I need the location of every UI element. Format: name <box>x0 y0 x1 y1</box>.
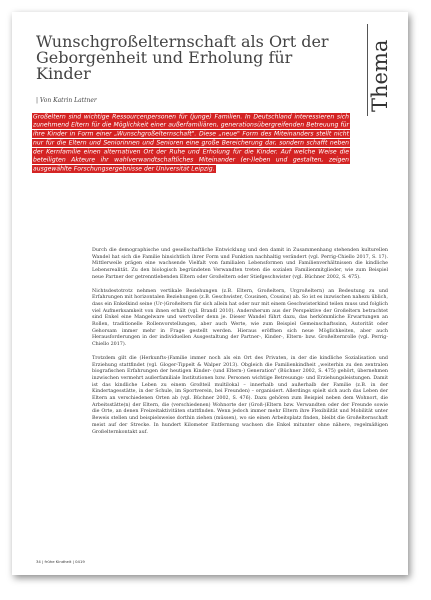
section-label <box>364 24 394 116</box>
article-lead <box>32 113 350 175</box>
article-title: Wunschgroßelternschaft als Ort der Geborgenheit und Erholung für Kinder <box>36 32 329 83</box>
body-paragraph-3: Trotzdem gilt die (Herkunfts-)Familie immer noch als ein Ort des Privaten, in der die kindliche Sozialisation und Erziehung stattfindet (vgl. Gloger-Tippelt & Walper 2013). Obgleich die Familienkindheit „weiterhin zu den zentralen biografischen Erfahrungen der heutigen Kinder- (und Eltern-) Generation" (Büchner 2002, S. 475) gehört, übernehmen inzwischen vermehrt außerfamiliale Institutionen bzw. Personen wichtige Betreuungs- und Erziehungsleistungen. Damit ist das kindliche Leben zu einem Großteil multilokal – innerhalb und außerhalb der Familie (z.B. in der Kindertagesstätte, in der Schule, im Sportverein, bei Freunden) – organisiert. Allerdings spielt sich auch das Leben der Eltern an verschiedenen Orten ab (vgl. Büchner 2002, S. 476). Dazu gehören zum Beispiel neben dem Wohnort, die Arbeitsstätte(n) der Eltern, die (verschiedenen) Wohnorte der (Groß-)Eltern bzw. Verwandten oder der Freunde sowie die Orte, an denen Freizeitaktivitäten stattfinden. Wenn jedoch immer mehr Eltern ihre Flexibilität und Mobilität unter Beweis stellen und beispielsweise dorthin ziehen (müssen), wo sie einen Arbeitsplatz finden, bleibt die Großelternschaft meist auf der Strecke. In hundert Kilometer Entfernung wachsen die Enkel mitunter ohne nähere, regelmäßigen Großelternkontakt auf. <box>92 355 388 435</box>
article-lead-text: Großeltern sind wichtige Ressourcenpersonen für (junge) Familien. In Deutschland interessieren sich zunehmend Eltern für die Möglichkeit einer außerfamiliären, generationsübergreifenden Betreuung für ihre Kinder in Form einer „Wunschgroßelternschaft". Diese „neue" Form des Miteinanders stellt nicht nur für die Eltern und Seniorinnen und Senioren eine große Bereicherung dar, sondern schafft neben der Kernfamilie einen alternativen Ort der Ruhe und Erholung für die Kinder. Auf welche Weise die beteiligten Akteure ihr wahlverwandtschaftliches Miteinander (er-)leben und gestalten, zeigen ausgewählte Forschungsergebnisse der Universität Leipzig. <box>33 113 349 173</box>
article-body <box>92 248 388 443</box>
body-paragraph-1: Durch die demographische und gesellschaftliche Entwicklung und den damit in Zusammenhang stehenden kulturellen Wandel hat sich die Familie hinsichtlich ihrer Form und Funktion nachhaltig verändert (vgl. Perrig-Chiello 2017, S. 17). Mittlerweile prägen eine wachsende Vielfalt von familialen Lebensformen und Familienverhältnissen die kindliche Lebensrealität. Zu den biologisch begründeten Verwandten treten die sozialen Familienmitglieder, wie zum Beispiel neue Partner der getrenntlebenden Eltern oder Großeltern oder Stiefgeschwister (vgl. Büchner 2002, S. 475). <box>92 248 388 280</box>
page-footer: 34 | frühe Kindheit | 0419 <box>36 559 85 564</box>
article-author: | Von Katrin Lattner <box>36 97 97 104</box>
section-label-text: Thema <box>368 39 392 112</box>
body-paragraph-2: Nichtsdestotrotz nehmen vertikale Beziehungen (z.B. Eltern, Großeltern, Urgroßeltern) an Bedeutung zu und Erfahrungen mit horizontalen Beziehungen (z.B. Geschwister, Cousinen, Cousins) ab. So ist es inzwischen nahezu üblich, dass ein Enkelkind seine (Ur-)Großeltern für sich allein hat oder nur mit einem Geschwisterkind teilen muss und folglich viel Aufmerksamkeit von ihnen erhält (vgl. Brandl 2010). Andersherum aus der Perspektive der Großeltern betrachtet sind Enkel eine Mangelware und wertvoller denn je. Dieser Wandel führt dazu, das herkömmliche Erwartungen an Rollen, traditionelle Rollenvorstellungen, aber auch Werte, wie zum Beispiel Gemeinschaftssinn, Autorität oder Gehorsam immer mehr in Frage gestellt werden. Hieraus eröffnen sich neue Möglichkeiten, aber auch Herausforderungen in der individuellen Ausgestaltung der Partner-, Kinder-, Eltern- bzw. Großelternrolle (vgl. Perrig-Chiello 2017). <box>92 288 388 348</box>
magazine-page <box>12 12 408 575</box>
